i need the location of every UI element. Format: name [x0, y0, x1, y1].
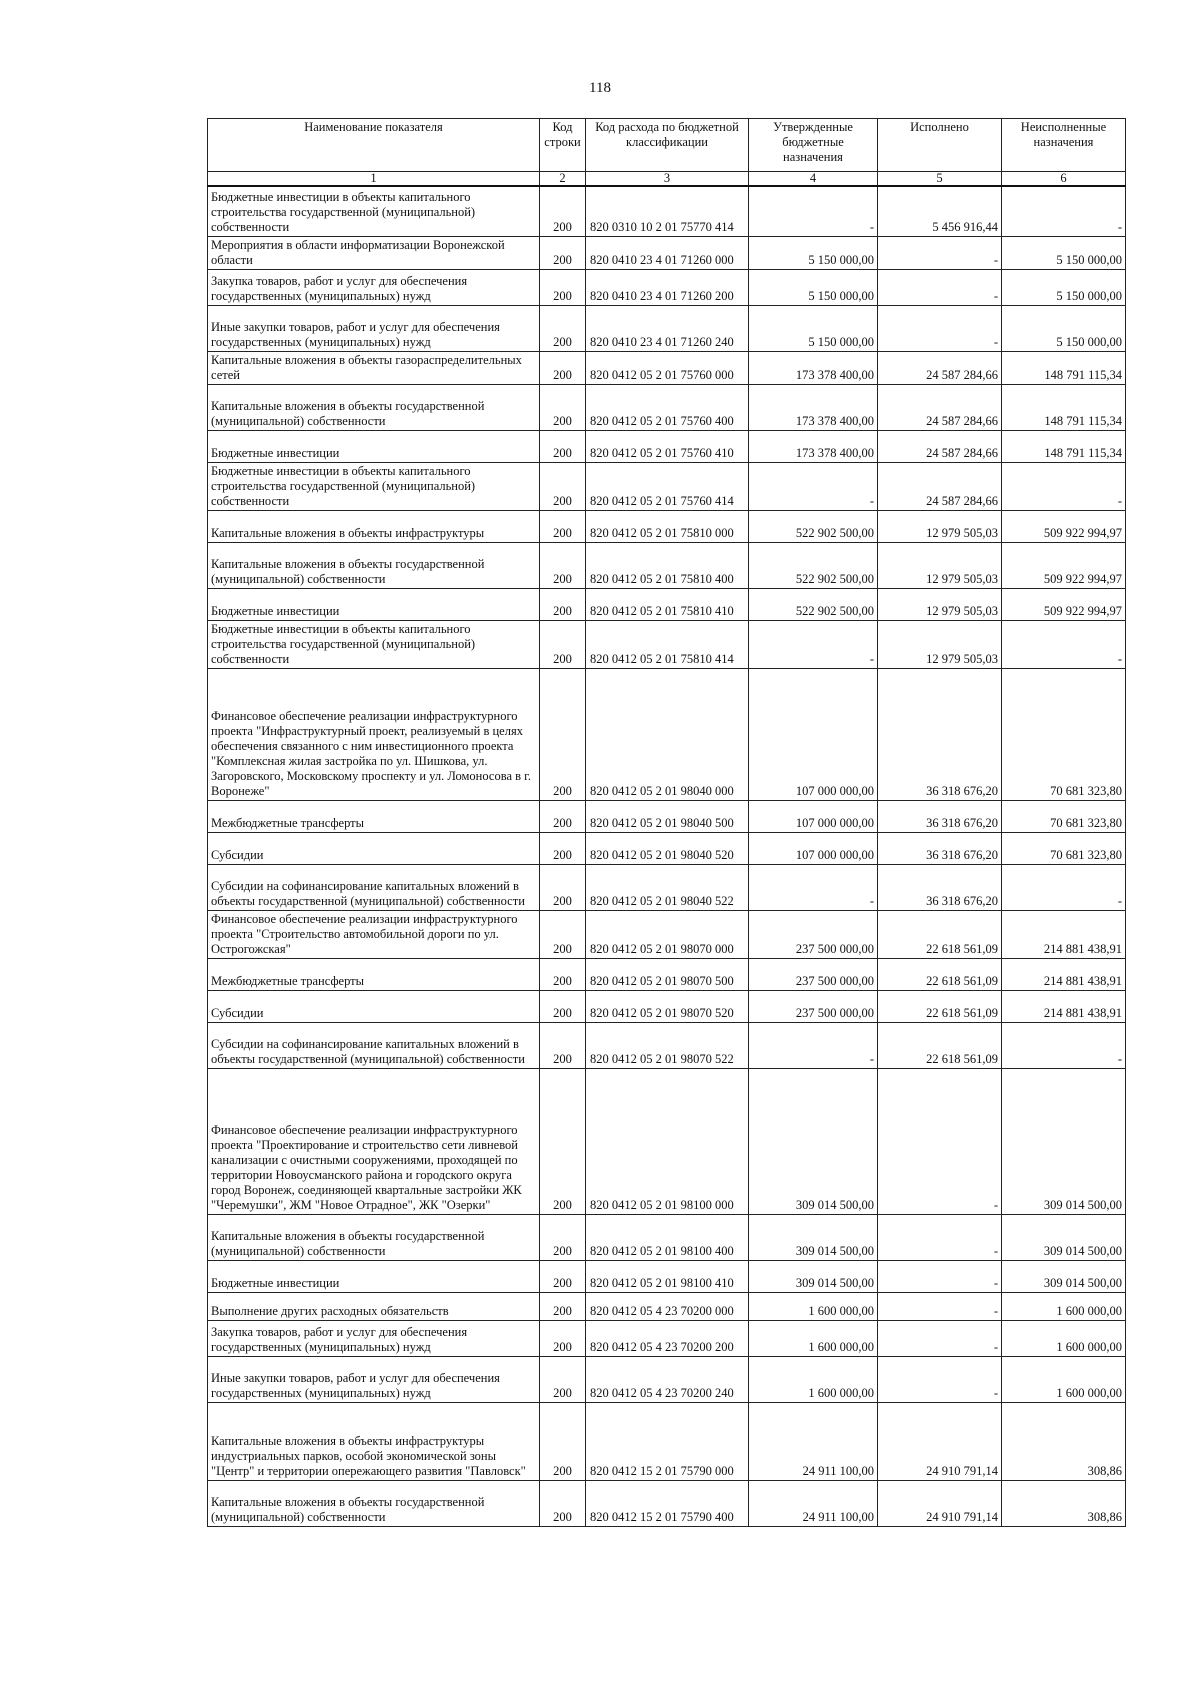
classification-code-cell: 820 0410 23 4 01 71260 000 [586, 236, 749, 269]
row-name-cell: Субсидии [208, 990, 540, 1022]
row-name-cell: Выполнение других расходных обязательств [208, 1292, 540, 1320]
classification-code-cell: 820 0412 05 2 01 75810 414 [586, 620, 749, 668]
approved-amount-cell: 309 014 500,00 [749, 1068, 878, 1214]
approved-amount-cell: 522 902 500,00 [749, 588, 878, 620]
approved-amount-cell: 237 500 000,00 [749, 910, 878, 958]
approved-amount-cell: 107 000 000,00 [749, 668, 878, 800]
remaining-amount-cell: 309 014 500,00 [1002, 1260, 1126, 1292]
executed-amount-cell: 24 910 791,14 [878, 1480, 1002, 1526]
header-executed: Исполнено [878, 119, 1002, 172]
table-row [208, 1022, 1126, 1068]
row-name-cell: Закупка товаров, работ и услуг для обеспечения государственных (муниципальных) нужд [208, 1320, 540, 1356]
approved-amount-cell: - [749, 1022, 878, 1068]
classification-code-cell: 820 0412 05 2 01 98070 522 [586, 1022, 749, 1068]
approved-amount-cell: 173 378 400,00 [749, 384, 878, 430]
row-code-cell: 200 [540, 668, 586, 800]
approved-amount-cell: 309 014 500,00 [749, 1260, 878, 1292]
row-code-cell: 200 [540, 588, 586, 620]
header-remaining: Неисполненные назначения [1002, 119, 1126, 172]
remaining-amount-cell: 148 791 115,34 [1002, 384, 1126, 430]
approved-amount-cell: - [749, 864, 878, 910]
remaining-amount-cell: 509 922 994,97 [1002, 542, 1126, 588]
approved-amount-cell: 173 378 400,00 [749, 351, 878, 384]
remaining-amount-cell: 509 922 994,97 [1002, 588, 1126, 620]
classification-code-cell: 820 0412 05 2 01 75810 400 [586, 542, 749, 588]
classification-code-cell: 820 0412 15 2 01 75790 400 [586, 1480, 749, 1526]
header-approved: Утвержденные бюджетные назначения [749, 119, 878, 172]
classification-code-cell: 820 0412 05 2 01 98040 520 [586, 832, 749, 864]
executed-amount-cell: 36 318 676,20 [878, 668, 1002, 800]
table-row [208, 1480, 1126, 1526]
row-code-cell: 200 [540, 1356, 586, 1402]
remaining-amount-cell: 308,86 [1002, 1480, 1126, 1526]
budget-execution-table [207, 118, 1126, 1527]
row-code-cell: 200 [540, 800, 586, 832]
table-row [208, 1214, 1126, 1260]
table-row [208, 832, 1126, 864]
classification-code-cell: 820 0412 05 2 01 75760 000 [586, 351, 749, 384]
row-code-cell: 200 [540, 186, 586, 236]
table-row [208, 269, 1126, 305]
executed-amount-cell: 22 618 561,09 [878, 1022, 1002, 1068]
row-name-cell: Мероприятия в области информатизации Воронежской области [208, 236, 540, 269]
executed-amount-cell: 36 318 676,20 [878, 800, 1002, 832]
executed-amount-cell: 24 587 284,66 [878, 430, 1002, 462]
remaining-amount-cell: 214 881 438,91 [1002, 958, 1126, 990]
approved-amount-cell: 24 911 100,00 [749, 1402, 878, 1480]
executed-amount-cell: 24 587 284,66 [878, 351, 1002, 384]
table-row [208, 305, 1126, 351]
classification-code-cell: 820 0412 05 2 01 98100 000 [586, 1068, 749, 1214]
table-body [208, 186, 1126, 1526]
classification-code-cell: 820 0412 05 4 23 70200 200 [586, 1320, 749, 1356]
executed-amount-cell: 22 618 561,09 [878, 958, 1002, 990]
table-row [208, 910, 1126, 958]
page-number: 118 [589, 80, 611, 96]
executed-amount-cell: - [878, 1356, 1002, 1402]
row-name-cell: Бюджетные инвестиции [208, 430, 540, 462]
approved-amount-cell: 173 378 400,00 [749, 430, 878, 462]
executed-amount-cell: 24 587 284,66 [878, 384, 1002, 430]
row-name-cell: Бюджетные инвестиции [208, 588, 540, 620]
row-code-cell: 200 [540, 351, 586, 384]
row-code-cell: 200 [540, 1402, 586, 1480]
remaining-amount-cell: 70 681 323,80 [1002, 668, 1126, 800]
row-name-cell: Капитальные вложения в объекты государственной (муниципальной) собственности [208, 1214, 540, 1260]
remaining-amount-cell: 308,86 [1002, 1402, 1126, 1480]
classification-code-cell: 820 0412 05 2 01 75810 000 [586, 510, 749, 542]
column-number: 2 [540, 172, 586, 187]
classification-code-cell: 820 0412 05 2 01 75760 400 [586, 384, 749, 430]
row-name-cell: Финансовое обеспечение реализации инфраструктурного проекта "Инфраструктурный проект, реализуемый в целях обеспечения связанного с ним инвестиционного проекта "Комплексная жилая застройка по ул. Шишкова, ул. Загоровского, Московскому проспекту и ул. Ломоносова в г. Воронеже" [208, 668, 540, 800]
column-number: 3 [586, 172, 749, 187]
table-row [208, 588, 1126, 620]
executed-amount-cell: 12 979 505,03 [878, 588, 1002, 620]
classification-code-cell: 820 0412 05 2 01 98100 410 [586, 1260, 749, 1292]
column-number-row [208, 172, 1126, 187]
classification-code-cell: 820 0412 15 2 01 75790 000 [586, 1402, 749, 1480]
executed-amount-cell: - [878, 269, 1002, 305]
table-row [208, 1402, 1126, 1480]
table-row [208, 351, 1126, 384]
row-code-cell: 200 [540, 958, 586, 990]
executed-amount-cell: 24 910 791,14 [878, 1402, 1002, 1480]
remaining-amount-cell: 1 600 000,00 [1002, 1356, 1126, 1402]
row-code-cell: 200 [540, 1480, 586, 1526]
header-row-code: Код строки [540, 119, 586, 172]
executed-amount-cell: 36 318 676,20 [878, 832, 1002, 864]
table-row [208, 430, 1126, 462]
remaining-amount-cell: 509 922 994,97 [1002, 510, 1126, 542]
classification-code-cell: 820 0412 05 2 01 98070 000 [586, 910, 749, 958]
approved-amount-cell: 1 600 000,00 [749, 1320, 878, 1356]
classification-code-cell: 820 0410 23 4 01 71260 200 [586, 269, 749, 305]
row-code-cell: 200 [540, 864, 586, 910]
executed-amount-cell: 12 979 505,03 [878, 542, 1002, 588]
row-code-cell: 200 [540, 1214, 586, 1260]
approved-amount-cell: 522 902 500,00 [749, 510, 878, 542]
row-name-cell: Бюджетные инвестиции в объекты капитального строительства государственной (муниципальной) собственности [208, 186, 540, 236]
row-code-cell: 200 [540, 1022, 586, 1068]
approved-amount-cell: 237 500 000,00 [749, 990, 878, 1022]
table-row [208, 542, 1126, 588]
classification-code-cell: 820 0412 05 2 01 98100 400 [586, 1214, 749, 1260]
approved-amount-cell: - [749, 462, 878, 510]
column-number: 4 [749, 172, 878, 187]
remaining-amount-cell: 5 150 000,00 [1002, 305, 1126, 351]
row-code-cell: 200 [540, 1320, 586, 1356]
row-code-cell: 200 [540, 269, 586, 305]
executed-amount-cell: 36 318 676,20 [878, 864, 1002, 910]
header-row [208, 119, 1126, 172]
executed-amount-cell: - [878, 1260, 1002, 1292]
table-row [208, 958, 1126, 990]
approved-amount-cell: 24 911 100,00 [749, 1480, 878, 1526]
row-name-cell: Капитальные вложения в объекты государственной (муниципальной) собственности [208, 1480, 540, 1526]
row-name-cell: Закупка товаров, работ и услуг для обеспечения государственных (муниципальных) нужд [208, 269, 540, 305]
row-code-cell: 200 [540, 510, 586, 542]
approved-amount-cell: 237 500 000,00 [749, 958, 878, 990]
table-row [208, 668, 1126, 800]
table-row [208, 462, 1126, 510]
executed-amount-cell: - [878, 1292, 1002, 1320]
remaining-amount-cell: - [1002, 620, 1126, 668]
approved-amount-cell: 107 000 000,00 [749, 832, 878, 864]
row-code-cell: 200 [540, 430, 586, 462]
row-name-cell: Бюджетные инвестиции в объекты капитального строительства государственной (муниципальной) собственности [208, 462, 540, 510]
executed-amount-cell: - [878, 1068, 1002, 1214]
row-name-cell: Межбюджетные трансферты [208, 958, 540, 990]
executed-amount-cell: - [878, 236, 1002, 269]
classification-code-cell: 820 0412 05 4 23 70200 000 [586, 1292, 749, 1320]
approved-amount-cell: 1 600 000,00 [749, 1356, 878, 1402]
remaining-amount-cell: - [1002, 864, 1126, 910]
classification-code-cell: 820 0412 05 2 01 98040 000 [586, 668, 749, 800]
table-row [208, 186, 1126, 236]
approved-amount-cell: 1 600 000,00 [749, 1292, 878, 1320]
table-row [208, 1068, 1126, 1214]
row-name-cell: Финансовое обеспечение реализации инфраструктурного проекта "Проектирование и строительство сети ливневой канализации с очистными сооружениями, проходящей по территории Новоусманского района и городского округа город Воронеж, соединяющей квартальные застройки ЖК "Черемушки", ЖМ "Новое Отрадное", ЖК "Озерки" [208, 1068, 540, 1214]
row-name-cell: Иные закупки товаров, работ и услуг для обеспечения государственных (муниципальных) нужд [208, 305, 540, 351]
row-code-cell: 200 [540, 305, 586, 351]
table-row [208, 1292, 1126, 1320]
classification-code-cell: 820 0412 05 2 01 98040 500 [586, 800, 749, 832]
classification-code-cell: 820 0412 05 2 01 98070 520 [586, 990, 749, 1022]
remaining-amount-cell: - [1002, 462, 1126, 510]
row-name-cell: Субсидии на софинансирование капитальных вложений в объекты государственной (муниципальной) собственности [208, 864, 540, 910]
table-row [208, 510, 1126, 542]
approved-amount-cell: 5 150 000,00 [749, 236, 878, 269]
remaining-amount-cell: 309 014 500,00 [1002, 1068, 1126, 1214]
row-name-cell: Капитальные вложения в объекты государственной (муниципальной) собственности [208, 384, 540, 430]
remaining-amount-cell: 214 881 438,91 [1002, 990, 1126, 1022]
row-code-cell: 200 [540, 542, 586, 588]
table-row [208, 620, 1126, 668]
table-row [208, 1260, 1126, 1292]
row-name-cell: Иные закупки товаров, работ и услуг для обеспечения государственных (муниципальных) нужд [208, 1356, 540, 1402]
row-code-cell: 200 [540, 832, 586, 864]
row-name-cell: Субсидии [208, 832, 540, 864]
executed-amount-cell: 22 618 561,09 [878, 990, 1002, 1022]
row-name-cell: Капитальные вложения в объекты газораспределительных сетей [208, 351, 540, 384]
column-number: 6 [1002, 172, 1126, 187]
classification-code-cell: 820 0410 23 4 01 71260 240 [586, 305, 749, 351]
executed-amount-cell: - [878, 1320, 1002, 1356]
approved-amount-cell: 5 150 000,00 [749, 305, 878, 351]
row-name-cell: Финансовое обеспечение реализации инфраструктурного проекта "Строительство автомобильной дороги по ул. Острогожская" [208, 910, 540, 958]
table-row [208, 864, 1126, 910]
remaining-amount-cell: 214 881 438,91 [1002, 910, 1126, 958]
row-name-cell: Бюджетные инвестиции [208, 1260, 540, 1292]
approved-amount-cell: - [749, 186, 878, 236]
approved-amount-cell: 5 150 000,00 [749, 269, 878, 305]
row-name-cell: Бюджетные инвестиции в объекты капитального строительства государственной (муниципальной) собственности [208, 620, 540, 668]
table-row [208, 236, 1126, 269]
remaining-amount-cell: 1 600 000,00 [1002, 1320, 1126, 1356]
remaining-amount-cell: 5 150 000,00 [1002, 269, 1126, 305]
row-code-cell: 200 [540, 910, 586, 958]
row-code-cell: 200 [540, 990, 586, 1022]
row-code-cell: 200 [540, 462, 586, 510]
table-row [208, 1356, 1126, 1402]
row-name-cell: Капитальные вложения в объекты инфраструктуры [208, 510, 540, 542]
executed-amount-cell: 12 979 505,03 [878, 620, 1002, 668]
remaining-amount-cell: 309 014 500,00 [1002, 1214, 1126, 1260]
table-row [208, 990, 1126, 1022]
executed-amount-cell: - [878, 1214, 1002, 1260]
column-number: 5 [878, 172, 1002, 187]
row-code-cell: 200 [540, 1292, 586, 1320]
remaining-amount-cell: 148 791 115,34 [1002, 430, 1126, 462]
classification-code-cell: 820 0412 05 2 01 75760 410 [586, 430, 749, 462]
header-classification: Код расхода по бюджетной классификации [586, 119, 749, 172]
remaining-amount-cell: 70 681 323,80 [1002, 832, 1126, 864]
executed-amount-cell: 5 456 916,44 [878, 186, 1002, 236]
classification-code-cell: 820 0412 05 2 01 75810 410 [586, 588, 749, 620]
classification-code-cell: 820 0310 10 2 01 75770 414 [586, 186, 749, 236]
row-code-cell: 200 [540, 236, 586, 269]
executed-amount-cell: 22 618 561,09 [878, 910, 1002, 958]
remaining-amount-cell: 1 600 000,00 [1002, 1292, 1126, 1320]
remaining-amount-cell: 70 681 323,80 [1002, 800, 1126, 832]
classification-code-cell: 820 0412 05 2 01 98070 500 [586, 958, 749, 990]
approved-amount-cell: 107 000 000,00 [749, 800, 878, 832]
row-name-cell: Межбюджетные трансферты [208, 800, 540, 832]
row-code-cell: 200 [540, 384, 586, 430]
table-row [208, 1320, 1126, 1356]
classification-code-cell: 820 0412 05 2 01 98040 522 [586, 864, 749, 910]
row-name-cell: Капитальные вложения в объекты государственной (муниципальной) собственности [208, 542, 540, 588]
executed-amount-cell: - [878, 305, 1002, 351]
approved-amount-cell: 309 014 500,00 [749, 1214, 878, 1260]
row-code-cell: 200 [540, 1068, 586, 1214]
remaining-amount-cell: - [1002, 1022, 1126, 1068]
header-name: Наименование показателя [208, 119, 540, 172]
row-code-cell: 200 [540, 1260, 586, 1292]
row-name-cell: Капитальные вложения в объекты инфраструктуры индустриальных парков, особой экономической зоны "Центр" и территории опережающего развития "Павловск" [208, 1402, 540, 1480]
classification-code-cell: 820 0412 05 4 23 70200 240 [586, 1356, 749, 1402]
remaining-amount-cell: - [1002, 186, 1126, 236]
remaining-amount-cell: 5 150 000,00 [1002, 236, 1126, 269]
row-name-cell: Субсидии на софинансирование капитальных вложений в объекты государственной (муниципальной) собственности [208, 1022, 540, 1068]
column-number: 1 [208, 172, 540, 187]
table-row [208, 384, 1126, 430]
executed-amount-cell: 12 979 505,03 [878, 510, 1002, 542]
approved-amount-cell: 522 902 500,00 [749, 542, 878, 588]
table-row [208, 800, 1126, 832]
remaining-amount-cell: 148 791 115,34 [1002, 351, 1126, 384]
classification-code-cell: 820 0412 05 2 01 75760 414 [586, 462, 749, 510]
approved-amount-cell: - [749, 620, 878, 668]
row-code-cell: 200 [540, 620, 586, 668]
executed-amount-cell: 24 587 284,66 [878, 462, 1002, 510]
